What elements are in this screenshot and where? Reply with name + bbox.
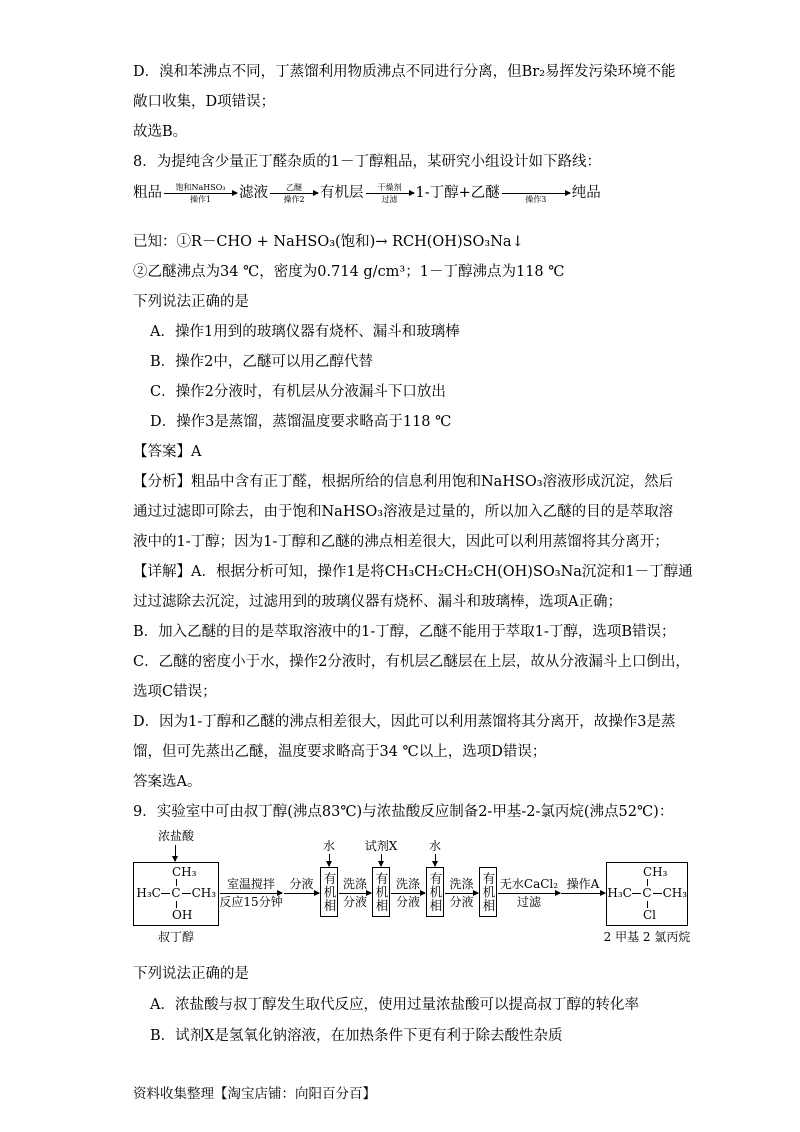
flow-arrow-reagent: 干燥剂 (377, 183, 402, 192)
bond-line (182, 893, 191, 894)
flow-arrow-reagent: 乙醚 (286, 183, 302, 192)
detail-line: B．加入乙醚的目的是萃取溶液中的1-丁醇，乙醚不能用于萃取1-丁醇，选项B错误； (133, 624, 676, 640)
option-a: A．浓盐酸与叔丁醇发生取代反应，使用过量浓盐酸可以提高叔丁醇的转化率 (150, 997, 639, 1013)
organic-phase-box: 有机相 (479, 867, 497, 917)
arrow-line (339, 893, 371, 894)
given-info-line: ②乙醚沸点为34 ℃，密度为0.714 g/cm³；1－丁醇沸点为118 ℃ (133, 264, 565, 280)
detail-line: 【详解】A．根据分析可知，操作1是将CH₃CH₂CH₂CH(OH)SO₃Na沉淀和1－丁醇通 (133, 564, 693, 580)
flow-node-filtrate: 滤液 (239, 185, 268, 201)
step-arrow-4 (391, 877, 425, 911)
page-footer: 资料收集整理【淘宝店铺：向阳百分百】 (133, 1086, 376, 1102)
arrow-line (445, 893, 478, 894)
given-info-line: 已知：①R－CHO + NaHSO₃(饱和)→ RCH(OH)SO₃Na↓ (133, 234, 524, 250)
methyl-group: CH₃ (172, 865, 197, 879)
bond-line (653, 893, 662, 894)
text-line: 故选B。 (133, 124, 188, 140)
methyl-group: CH₃ (662, 886, 688, 900)
product-structure-box (606, 862, 688, 926)
step-arrow-7 (561, 877, 605, 911)
analysis-line: 【分析】粗品中含有正丁醛，根据所给的信息利用饱和NaHSO₃溶液形成沉淀，然后 (133, 474, 674, 490)
flow-arrow-reagent: 饱和NaHSO₃ (175, 183, 226, 192)
step-operation: 分液 (289, 877, 314, 891)
reactant-name: 叔丁醇 (157, 930, 194, 944)
down-arrow (329, 854, 330, 866)
methyl-group: CH₃ (643, 865, 668, 879)
detail-line: 选项C错误； (133, 684, 217, 700)
arrow-line (561, 893, 605, 894)
step-operation: 操作A (566, 877, 600, 891)
arrow-line (284, 893, 319, 894)
flow-node-crude: 粗品 (133, 185, 162, 201)
step-reagent: 无水CaCl₂ (499, 877, 559, 891)
question-prompt: 下列说法正确的是 (133, 294, 249, 310)
hydroxyl-group: OH (172, 908, 193, 922)
detail-line: 过过滤除去沉淀，过滤用到的玻璃仪器有烧杯、漏斗和玻璃棒，选项A正确； (133, 594, 622, 610)
question-stem: 8．为提纯含少量正丁醛杂质的1－丁醇粗品，某研究小组设计如下路线： (133, 154, 601, 170)
flow-arrow-2 (270, 178, 318, 208)
arrow-line (498, 893, 560, 894)
down-arrow (381, 854, 382, 866)
flow-arrow-4 (502, 178, 570, 208)
arrow-line (270, 193, 318, 194)
detail-line: C．乙醚的密度小于水，操作2分液时，有机层乙醚层在上层，故从分液漏斗上口倒出， (133, 654, 690, 670)
bond-line (176, 901, 177, 908)
flow-arrow-operation: 操作3 (525, 195, 547, 204)
organic-phase-box: 有机相 (426, 867, 444, 917)
flow-node-organic-layer: 有机层 (320, 185, 364, 201)
text-line: 敞口收集，D项错误； (133, 94, 276, 110)
step-operation: 分液 (395, 895, 420, 909)
option-a: A．操作1用到的玻璃仪器有烧杯、漏斗和玻璃棒 (150, 324, 460, 340)
arrow-line (164, 193, 237, 194)
step-arrow-5 (445, 877, 478, 911)
flow-node-pure-product: 纯品 (571, 185, 601, 201)
option-d: D．操作3是蒸馏，蒸馏温度要求略高于118 ℃ (150, 414, 452, 430)
question-prompt: 下列说法正确的是 (133, 966, 249, 982)
step-operation: 分液 (449, 895, 474, 909)
down-arrow (435, 854, 436, 866)
option-c: C．操作2分液时，有机层从分液漏斗下口放出 (150, 384, 446, 400)
analysis-line: 通过过滤即可除去，由于饱和NaHSO₃溶液是过量的，所以加入乙醚的目的是萃取溶 (133, 504, 674, 520)
addition-reagent-x-label: 试剂X (364, 839, 398, 853)
bond-line (632, 893, 641, 894)
methyl-group: CH₃ (191, 886, 217, 900)
flow-arrow-1 (164, 178, 237, 208)
bond-line (161, 893, 170, 894)
flow-arrow-operation: 操作2 (283, 195, 305, 204)
detail-line: D．因为1-丁醇和乙醚的沸点相差很大，因此可以利用蒸馏将其分离开，故操作3是蒸 (133, 714, 676, 730)
central-carbon: C (171, 886, 181, 900)
flow-arrow-operation: 过滤 (381, 195, 398, 204)
q9-preparation-flowchart (0, 827, 800, 952)
answer-summary: 答案选A。 (133, 774, 202, 790)
organic-phase-box: 有机相 (320, 867, 338, 917)
structure-main-row (607, 885, 687, 901)
q8-flow-route (133, 178, 601, 208)
step-operation: 洗涤 (342, 877, 367, 891)
bond-line (647, 901, 648, 908)
product-name: 2 甲基 2 氯丙烷 (603, 930, 691, 944)
step-arrow-3 (339, 877, 371, 911)
methyl-group: H₃C (607, 886, 632, 900)
addition-water-label: 水 (428, 839, 441, 853)
arrow-line (391, 893, 425, 894)
flow-arrow-operation: 操作1 (189, 195, 212, 204)
step-condition: 室温搅拌 (226, 877, 275, 891)
analysis-line: 液中的1-丁醇；因为1-丁醇和乙醚的沸点相差很大，因此可以利用蒸馏将其分离开； (133, 534, 669, 550)
question-stem: 9．实验室中可由叔丁醇(沸点83℃)与浓盐酸反应制备2-甲基-2-氯丙烷(沸点52℃)： (133, 804, 674, 820)
step-operation: 洗涤 (449, 877, 474, 891)
down-arrow (175, 845, 176, 861)
q8-body (133, 227, 693, 827)
text-line: D．溴和苯沸点不同，丁蒸馏利用物质沸点不同进行分离，但Br₂易挥发污染环境不能 (133, 64, 676, 80)
chloro-group: Cl (643, 908, 657, 922)
step-arrow-2 (284, 877, 319, 911)
flow-node-butanol-ether: 1-丁醇+乙醚 (415, 185, 500, 201)
organic-phase-box: 有机相 (372, 867, 390, 917)
detail-line: 馏，但可先蒸出乙醚，温度要求略高于34 ℃以上，选项D错误； (133, 744, 547, 760)
q9-options (133, 959, 693, 1052)
step-operation: 分液 (342, 895, 367, 909)
step-operation: 洗涤 (395, 877, 420, 891)
option-b: B．试剂X是氢氧化钠溶液，在加热条件下更有利于除去酸性杂质 (150, 1028, 563, 1044)
arrow-line (502, 193, 570, 194)
arrow-line (220, 893, 282, 894)
arrow-line (366, 193, 414, 194)
methyl-group: H₃C (136, 886, 161, 900)
addition-water-label: 水 (322, 839, 335, 853)
solution-continuation (133, 57, 693, 177)
central-carbon: C (642, 886, 652, 900)
option-b: B．操作2中，乙醚可以用乙醇代替 (150, 354, 373, 370)
step-operation: 过滤 (516, 895, 541, 909)
answer-line: 【答案】A (133, 444, 202, 460)
flow-arrow-3 (366, 178, 414, 208)
reactant-structure-box (133, 862, 219, 926)
reagent-label: 浓盐酸 (157, 829, 194, 843)
step-condition: 反应15分钟 (219, 895, 283, 909)
